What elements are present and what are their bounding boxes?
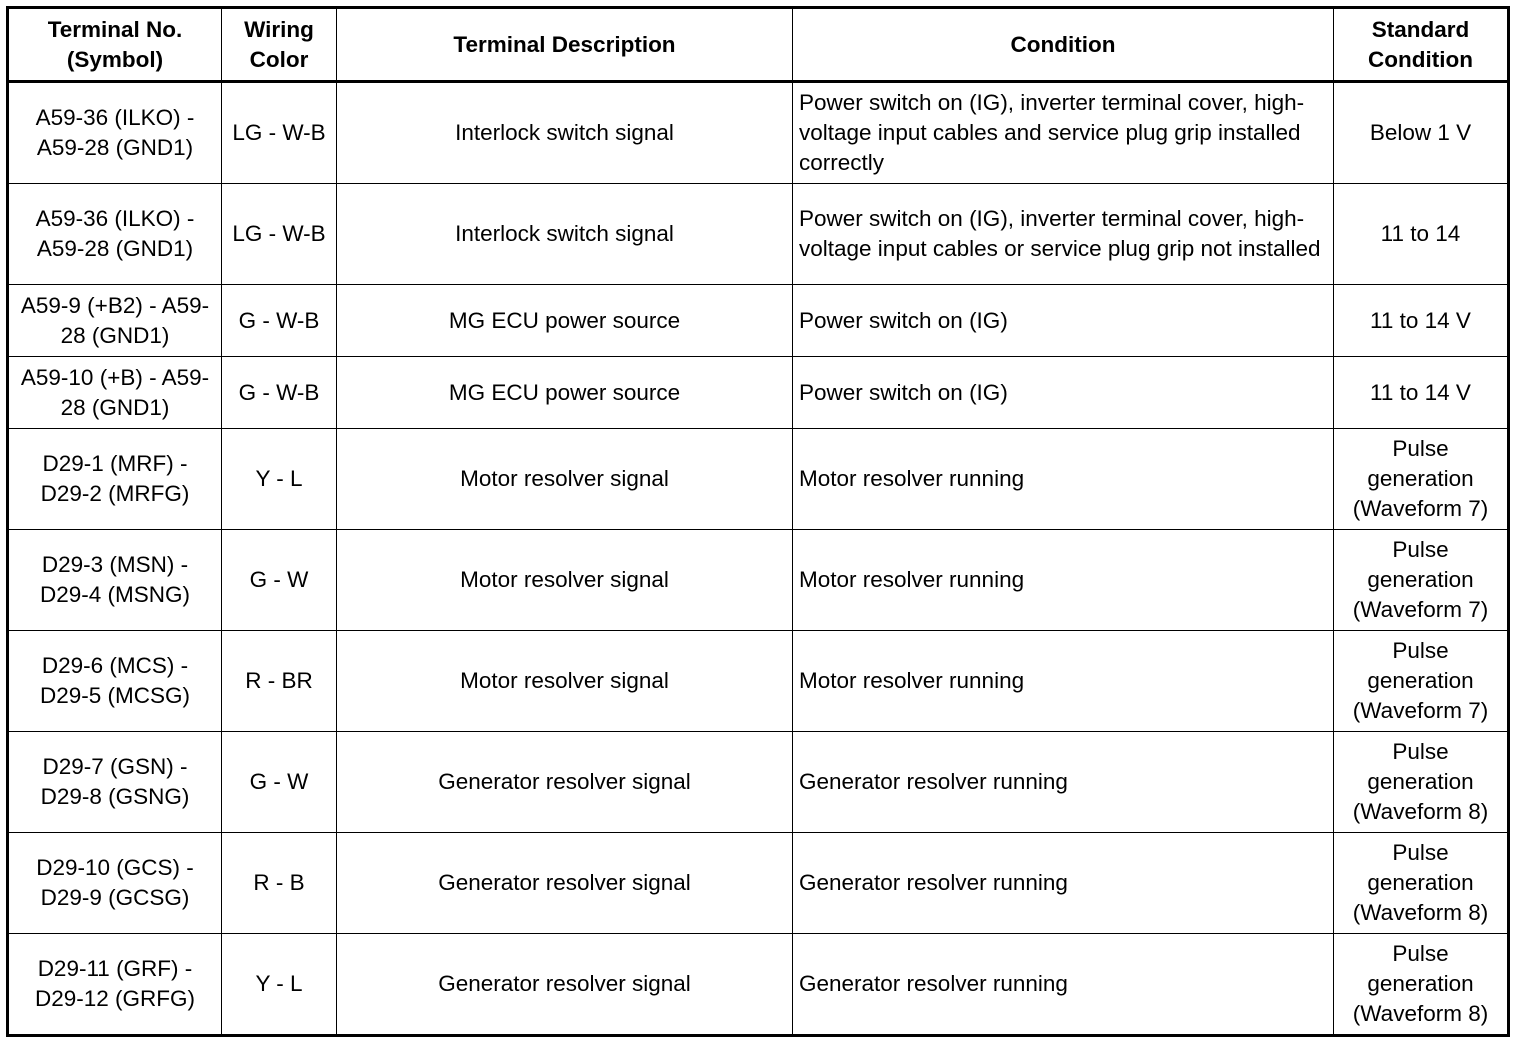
cell-wiring-color: G - W-B [222, 285, 337, 357]
cell-standard: 11 to 14 V [1334, 285, 1509, 357]
table-row [8, 82, 1509, 184]
cell-wiring-color: G - W [222, 530, 337, 631]
cell-condition: Motor resolver running [793, 530, 1334, 631]
cell-wiring-color: Y - L [222, 934, 337, 1036]
cell-description: Motor resolver signal [337, 631, 793, 732]
cell-description: Generator resolver signal [337, 833, 793, 934]
cell-terminal: D29-7 (GSN) - D29-8 (GSNG) [8, 732, 222, 833]
cell-terminal: D29-1 (MRF) - D29-2 (MRFG) [8, 429, 222, 530]
cell-wiring-color: G - W-B [222, 357, 337, 429]
cell-standard: Pulse generation (Waveform 8) [1334, 732, 1509, 833]
cell-description: MG ECU power source [337, 285, 793, 357]
table-row [8, 357, 1509, 429]
cell-terminal: A59-10 (+B) - A59-28 (GND1) [8, 357, 222, 429]
cell-description: Interlock switch signal [337, 82, 793, 184]
cell-condition: Motor resolver running [793, 429, 1334, 530]
header-row [8, 8, 1509, 82]
cell-description: Generator resolver signal [337, 732, 793, 833]
cell-condition: Power switch on (IG), inverter terminal cover, high-voltage input cables and service plug grip installed correctly [793, 82, 1334, 184]
cell-standard: Pulse generation (Waveform 8) [1334, 934, 1509, 1036]
cell-standard: Below 1 V [1334, 82, 1509, 184]
header-standard-condition: Standard Condition [1334, 8, 1509, 82]
cell-condition: Power switch on (IG) [793, 357, 1334, 429]
cell-wiring-color: R - BR [222, 631, 337, 732]
cell-terminal: A59-36 (ILKO) - A59-28 (GND1) [8, 82, 222, 184]
cell-terminal: D29-3 (MSN) - D29-4 (MSNG) [8, 530, 222, 631]
header-terminal: Terminal No. (Symbol) [8, 8, 222, 82]
table-row [8, 530, 1509, 631]
cell-description: Interlock switch signal [337, 184, 793, 285]
cell-description: Generator resolver signal [337, 934, 793, 1036]
cell-condition: Motor resolver running [793, 631, 1334, 732]
cell-wiring-color: G - W [222, 732, 337, 833]
cell-terminal: A59-9 (+B2) - A59-28 (GND1) [8, 285, 222, 357]
cell-standard: Pulse generation (Waveform 8) [1334, 833, 1509, 934]
terminal-table [6, 6, 1510, 1037]
header-wiring-color: Wiring Color [222, 8, 337, 82]
table-row [8, 184, 1509, 285]
cell-description: Motor resolver signal [337, 530, 793, 631]
table-row [8, 833, 1509, 934]
cell-terminal: A59-36 (ILKO) - A59-28 (GND1) [8, 184, 222, 285]
cell-wiring-color: R - B [222, 833, 337, 934]
cell-wiring-color: LG - W-B [222, 82, 337, 184]
header-terminal-description: Terminal Description [337, 8, 793, 82]
cell-terminal: D29-11 (GRF) - D29-12 (GRFG) [8, 934, 222, 1036]
cell-standard: Pulse generation (Waveform 7) [1334, 530, 1509, 631]
table-row [8, 285, 1509, 357]
cell-standard: 11 to 14 V [1334, 357, 1509, 429]
cell-terminal: D29-10 (GCS) - D29-9 (GCSG) [8, 833, 222, 934]
header-condition: Condition [793, 8, 1334, 82]
cell-wiring-color: LG - W-B [222, 184, 337, 285]
cell-description: MG ECU power source [337, 357, 793, 429]
cell-standard: Pulse generation (Waveform 7) [1334, 631, 1509, 732]
cell-standard: 11 to 14 [1334, 184, 1509, 285]
table-row [8, 429, 1509, 530]
table-row [8, 934, 1509, 1036]
cell-terminal: D29-6 (MCS) - D29-5 (MCSG) [8, 631, 222, 732]
cell-condition: Power switch on (IG) [793, 285, 1334, 357]
cell-description: Motor resolver signal [337, 429, 793, 530]
table-row [8, 732, 1509, 833]
cell-standard: Pulse generation (Waveform 7) [1334, 429, 1509, 530]
cell-condition: Power switch on (IG), inverter terminal cover, high-voltage input cables or service plug grip not installed [793, 184, 1334, 285]
cell-wiring-color: Y - L [222, 429, 337, 530]
table-row [8, 631, 1509, 732]
cell-condition: Generator resolver running [793, 934, 1334, 1036]
cell-condition: Generator resolver running [793, 732, 1334, 833]
cell-condition: Generator resolver running [793, 833, 1334, 934]
